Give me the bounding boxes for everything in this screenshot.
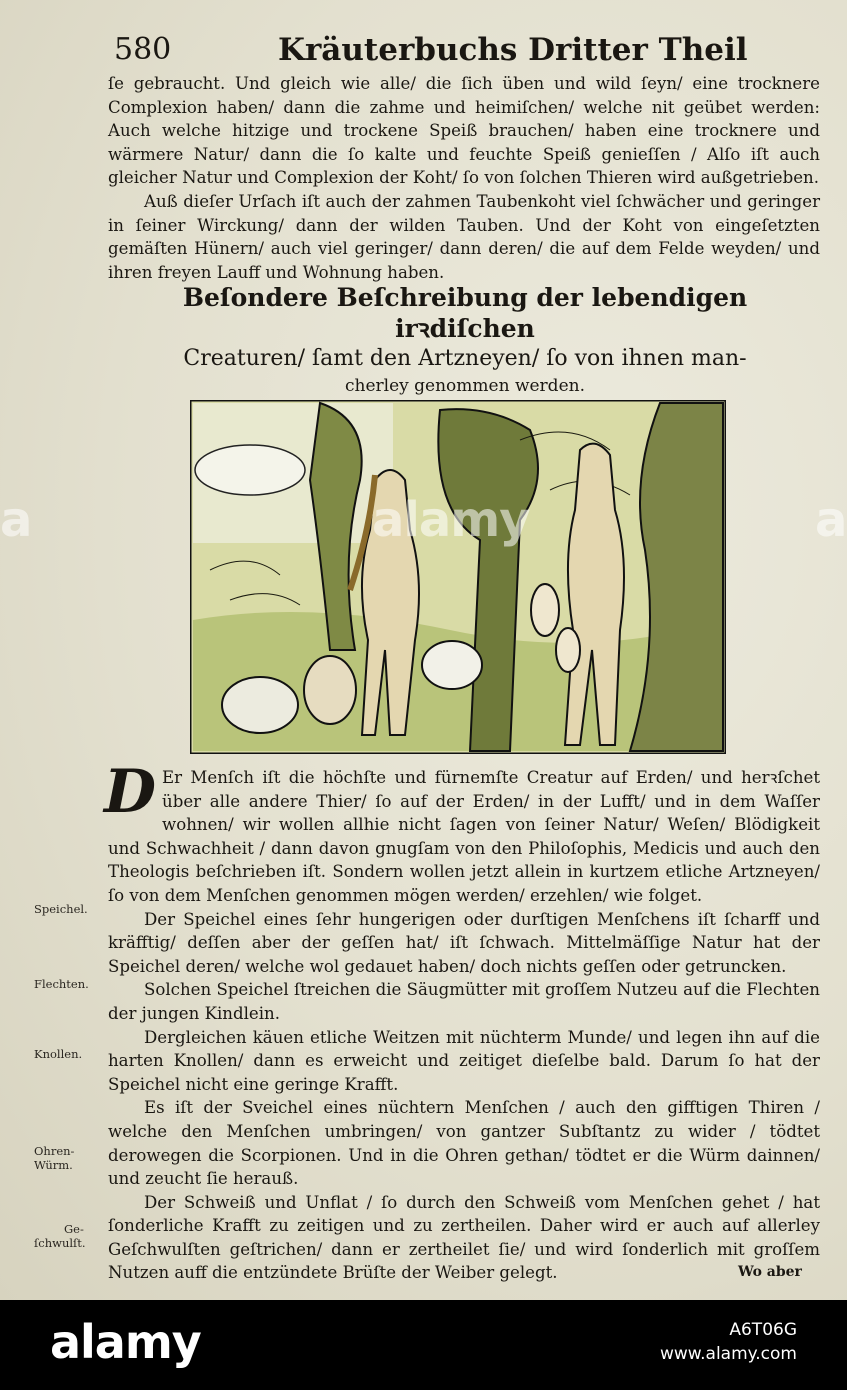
drop-cap: D bbox=[104, 757, 157, 827]
paragraph: Der Speichel eines ſehr hungerigen oder durſtigen Menſchens iſt ſcharff und kräfftig/ deſſen aber der geſſen hat/ iſt ſchwach. Mittelmäſſige Natur hat der Speichel deren/ welche wol gedauet haben/ doch nichts geſſen oder getruncken. bbox=[108, 909, 820, 976]
paragraph bbox=[104, 757, 820, 908]
paragraph: Auß dieſer Urſach iſt auch der zahmen Taubenkoht viel ſchwächer und geringer in ſeiner Wirckung/ dann der wilden Tauben. Und der Koht von eingeſetzten gemäſten Hünern/ auch viel geringer/ dann deren/ die auf dem Felde weyden/ und ihren freyen Lauff und Wohnung haben. bbox=[108, 191, 820, 282]
image-id: A6T06G bbox=[729, 1320, 797, 1340]
woodcut-animal-hare bbox=[556, 628, 580, 672]
woodcut-animal-sheep bbox=[422, 641, 482, 689]
woodcut-animal-rabbit bbox=[531, 584, 559, 636]
paragraph: ſe gebraucht. Und gleich wie alle/ die ſich üben und wild ſeyn/ eine trocknere Complexion haben/ dann die zahme und heimiſchen/ welche nit geübet werden: Auch welche hitzige und trockene Speiß brauchen/ haben eine trocknere und wärmere Natur/ dann die ſo kalte und feuchte Speiß genieſſen / Alſo iſt auch gleicher Natur und Complexion der Koht/ ſo von ſolchen Thieren wird außgetrieben. bbox=[108, 74, 820, 188]
margin-note-ohren bbox=[34, 1144, 74, 1172]
margin-note-speichel: Speichel. bbox=[34, 902, 88, 916]
margin-note-line: Würm. bbox=[34, 1158, 73, 1172]
page-number: 580 bbox=[114, 32, 172, 67]
paragraph-text: Er Menſch iſt die höchſte und fürnemſte Creatur auf Erden/ und herꝛſchet über alle andere Thier/ ſo auf der Erden/ in der Lufft/ und in dem Waſſer wohnen/ wir wollen allhie nicht ſagen von ſeiner Natur/ Weſen/ Blödigkeit und Schwachheit / dann davon gnugſam von den Philoſophis, Medicis und auch den Theologis beſchrieben iſt. Sondern wollen jetzt allein in kurtzem etliche Artzneyen/ ſo von dem Menſchen genommen mögen werden/ erzehlen/ wie folget. bbox=[108, 768, 820, 905]
catchword: Wo aber bbox=[738, 1264, 802, 1280]
margin-note-geschwulst bbox=[34, 1222, 86, 1250]
margin-note-flechten: Flechten. bbox=[34, 977, 89, 991]
heading-line-2: Creaturen/ ſamt den Artzneyen/ ſo von ihnen man- bbox=[183, 346, 747, 371]
paragraph: Der Schweiß und Unflat / ſo durch den Schweiß vom Menſchen gehet / hat ſonderliche Krafft zu zeitigen und zu zertheilen. Daher wird er auch auf allerley Geſchwulſten geſtrichen/ dann er zertheilet ſie/ und wird ſonderlich mit groſſem Nutzen auff die entzündete Brüſte der Weiber gelegt. bbox=[108, 1192, 820, 1283]
watermark-right: a bbox=[815, 492, 847, 548]
margin-note-line: Ge- bbox=[64, 1222, 84, 1236]
running-title: Kräuterbuchs Dritter Theil bbox=[278, 32, 748, 68]
heading-line-3: cherley genommen werden. bbox=[345, 376, 585, 396]
top-text-block bbox=[108, 72, 820, 284]
watermark-center: alamy bbox=[372, 492, 530, 548]
main-text-block bbox=[104, 757, 820, 1285]
paragraph: Es iſt der Sveichel eines nüchtern Menſchen / auch den gifftigen Thiren / welche den Menſchen umbringen/ von gantzer Subſtantz zu wider / tödtet derowegen die Scorpionen. Und in die Ohren gethan/ tödtet er die Würm dainnen/ und zeucht ſie herauß. bbox=[108, 1098, 820, 1189]
heading-line-1: Beſondere Beſchreibung der lebendigen irꝛdiſchen bbox=[182, 283, 748, 343]
margin-note-knollen: Knollen. bbox=[34, 1047, 83, 1061]
woodcut-animal-lamb bbox=[222, 677, 298, 733]
paragraph: Dergleichen käuen etliche Weitzen mit nüchterm Munde/ und legen ihn auf die harten Knollen/ dann es erweicht und zeitiget dieſelbe bald. Darum ſo hat der Speichel nicht eine geringe Krafft. bbox=[108, 1027, 820, 1094]
margin-note-line: ſchwulſt. bbox=[34, 1236, 86, 1250]
watermark-left: a bbox=[0, 492, 32, 548]
site-url: www.alamy.com bbox=[659, 1344, 797, 1364]
paragraph: Solchen Speichel ſtreichen die Säugmütter mit groſſem Nutzeu auf die Flechten der jungen Kindlein. bbox=[108, 980, 820, 1023]
margin-note-line: Ohren- bbox=[34, 1144, 75, 1158]
woodcut-cloud bbox=[195, 445, 305, 495]
woodcut-animal-dog bbox=[304, 656, 356, 724]
woodcut-illustration bbox=[190, 400, 726, 754]
alamy-logo: alamy bbox=[50, 1315, 201, 1369]
